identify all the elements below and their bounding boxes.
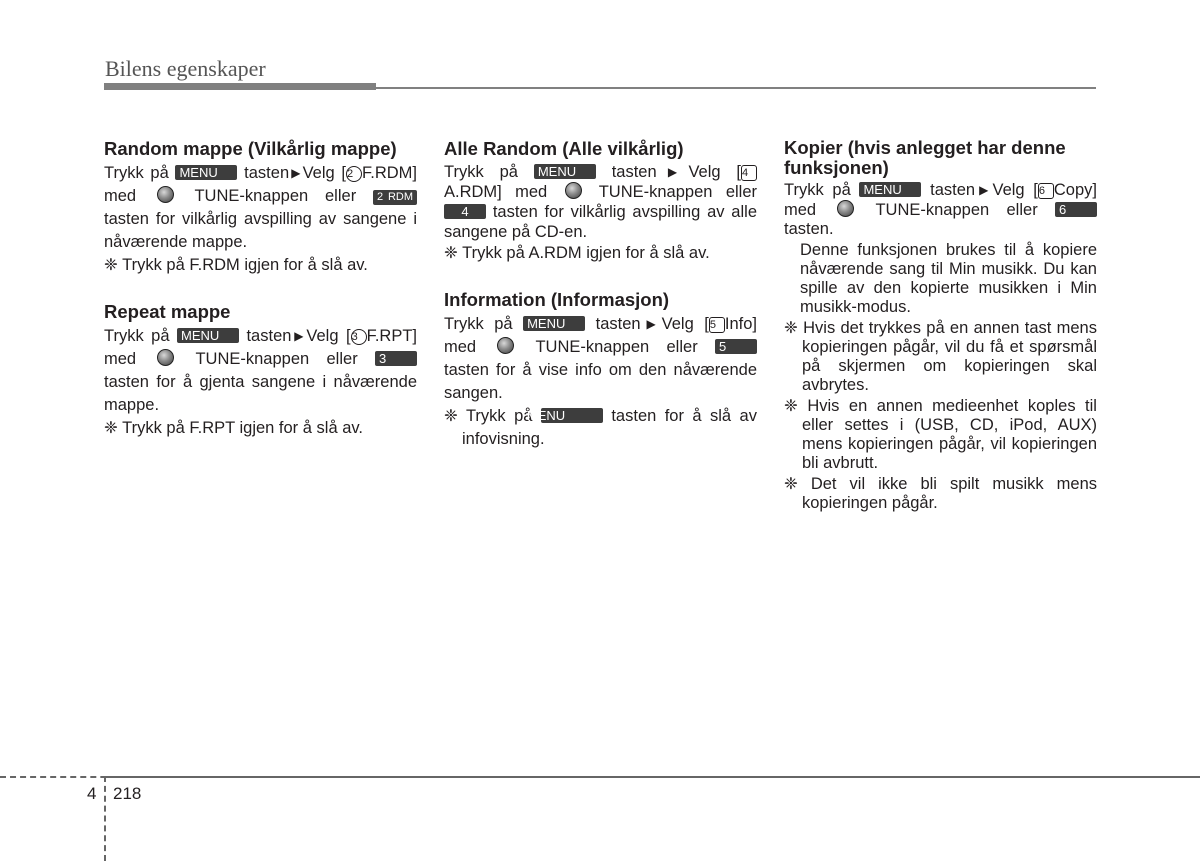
arrow-right-icon: ▶ — [291, 329, 307, 343]
page-number: 218 — [113, 784, 142, 803]
footer-rule — [104, 776, 1200, 778]
key-5-icon: 5 — [715, 339, 757, 354]
header-rule-thin — [376, 87, 1096, 89]
section-random-mappe — [104, 138, 417, 277]
boxed-4-icon: 4 — [741, 165, 757, 181]
instruction-line: A.RDM] med TUNE-knappen eller — [444, 183, 757, 201]
instruction-body: tasten for vilkårlig avspilling av sangene i nåværende mappe. — [104, 210, 417, 251]
section-title: Kopier (hvis anlegget har denne funksjonen) — [784, 137, 1066, 178]
section-title: Alle Random (Alle vilkårlig) — [444, 138, 684, 159]
section-title: Repeat mappe — [104, 301, 231, 322]
column-1 — [104, 138, 417, 440]
instruction-line: Trykk på MENU tasten▶Velg [3 F.RPT] — [104, 327, 417, 345]
note: ❈ Trykk på MENU tasten for å slå av infovisning. — [444, 407, 757, 448]
arrow-right-icon: ▶ — [289, 166, 303, 180]
instruction-line: Trykk på MENU tasten▶Velg [6 Copy] — [784, 181, 1097, 199]
note-icon: ❈ — [444, 407, 458, 425]
section-repeat-mappe — [104, 301, 417, 440]
menu-key-icon: MENU — [859, 182, 921, 197]
tune-knob-icon — [837, 200, 854, 217]
instruction-line: Trykk på MENU tasten▶Velg [2 F.RDM] — [104, 164, 417, 182]
note-icon: ❈ — [104, 419, 118, 437]
circled-3-icon: 3 — [351, 329, 367, 345]
section-kopier — [784, 138, 1097, 513]
key-4-icon: 4 — [444, 204, 486, 219]
note-icon: ❈ — [784, 319, 798, 337]
note-icon: ❈ — [784, 475, 798, 493]
page-header-title: Bilens egenskaper — [105, 56, 266, 81]
arrow-right-icon: ▶ — [975, 183, 993, 197]
tune-knob-icon — [565, 182, 582, 199]
arrow-right-icon: ▶ — [656, 165, 689, 179]
arrow-right-icon: ▶ — [640, 317, 662, 331]
note-icon: ❈ — [444, 244, 458, 262]
note: ❈ Trykk på A.RDM igjen for å slå av. — [444, 244, 710, 262]
tune-knob-icon — [157, 186, 174, 203]
description-paragraph: Denne funksjonen brukes til å kopiere nåværende sang til Min musikk. Du kan spille av den kopierte musikken i Min musikk-modus. — [800, 241, 1097, 316]
note: ❈ Trykk på F.RPT igjen for å slå av. — [104, 419, 363, 437]
column-3 — [784, 138, 1097, 513]
chapter-number: 4 — [87, 784, 97, 803]
boxed-5-icon: 5 — [709, 317, 725, 333]
note-icon: ❈ — [784, 397, 798, 415]
note: ❈ Hvis en annen medieenhet koples til eller settes i (USB, CD, iPod, AUX) mens kopieringen pågår, vil kopieringen bli avbrutt. — [784, 397, 1097, 472]
menu-key-icon: MENU — [541, 408, 603, 423]
note-icon: ❈ — [104, 256, 118, 274]
instruction-body: tasten for å vise info om den nåværende sangen. — [444, 361, 757, 402]
instruction-line: med TUNE-knappen eller 2 RDM — [104, 185, 417, 208]
section-title: Information (Informasjon) — [444, 289, 670, 310]
boxed-6-icon: 6 — [1038, 183, 1054, 199]
instruction-line: med TUNE-knappen eller 5 — [444, 336, 757, 359]
section-title: Random mappe (Vilkårlig mappe) — [104, 138, 397, 159]
menu-key-icon: MENU — [523, 316, 585, 331]
instruction-line: Trykk på MENU tasten▶Velg [4 — [444, 162, 757, 182]
key-6-icon: 6 — [1055, 202, 1097, 217]
menu-key-icon: MENU — [177, 328, 239, 343]
tune-knob-icon — [497, 337, 514, 354]
instruction-body: tasten for å gjenta sangene i nåværende mappe. — [104, 373, 417, 414]
instruction-body: 4 tasten for vilkårlig avspilling av alle sangene på CD-en. — [444, 203, 757, 241]
instruction-line: med TUNE-knappen eller 6 — [784, 200, 1097, 220]
tune-knob-icon — [157, 349, 174, 366]
section-information — [444, 289, 757, 451]
footer-divider — [104, 776, 106, 861]
section-alle-random — [444, 138, 757, 265]
note: ❈ Hvis det trykkes på en annen tast mens kopieringen pågår, vil du få et spørsmål på skjermen om kopieringen skal avbrytes. — [784, 319, 1097, 394]
note: ❈ Det vil ikke bli spilt musikk mens kopieringen pågår. — [784, 475, 1098, 512]
key-3-icon: 3 — [375, 351, 417, 366]
key-2-rdm-icon: 2 RDM — [373, 190, 417, 205]
instruction-line: Trykk på MENU tasten▶Velg [5 Info] — [444, 315, 757, 333]
instruction-line: med TUNE-knappen eller 3 — [104, 348, 417, 371]
column-2 — [444, 138, 757, 451]
note: ❈ Trykk på F.RDM igjen for å slå av. — [104, 256, 368, 274]
circled-2-icon: 2 — [346, 166, 362, 182]
menu-key-icon: MENU — [534, 164, 596, 179]
instruction-body: tasten. — [784, 220, 834, 238]
header-rule-thick — [104, 83, 376, 90]
menu-key-icon: MENU — [175, 165, 237, 180]
